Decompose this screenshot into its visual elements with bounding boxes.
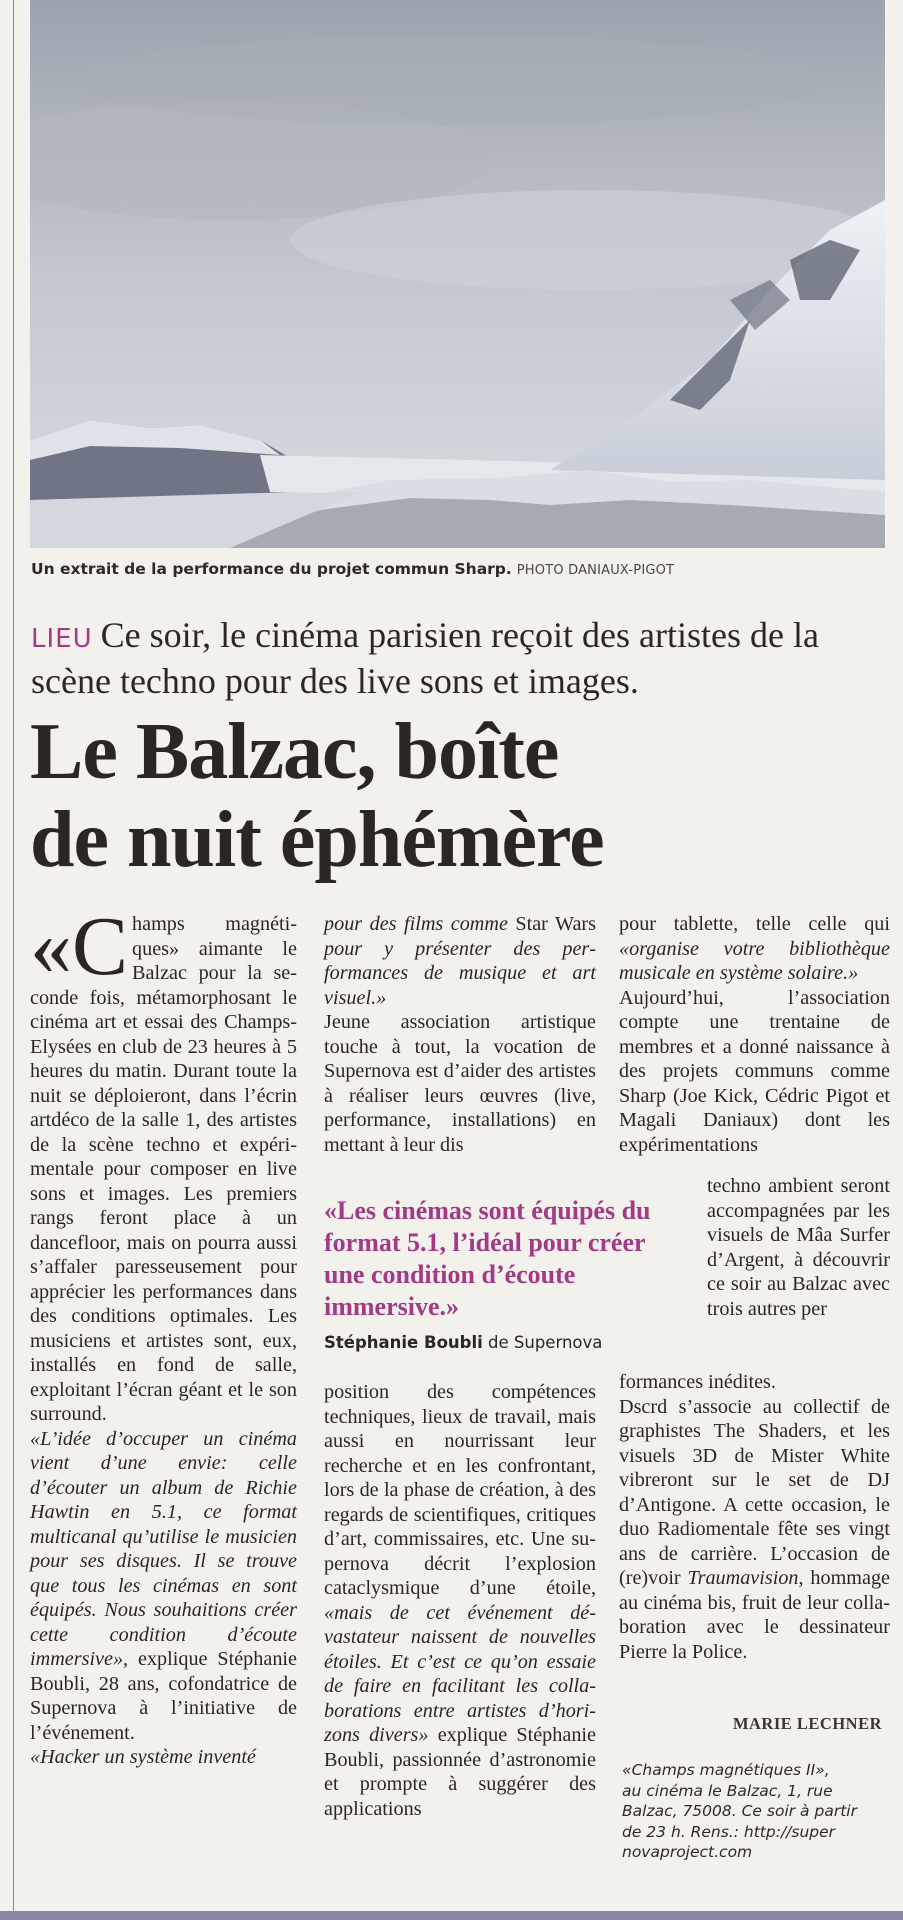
event-info-box xyxy=(622,1760,884,1863)
paragraph xyxy=(30,1427,297,1746)
page-bottom-bar xyxy=(0,1911,903,1920)
paragraph-text: explique Stéphanie Boubli, 28 ans, cofondatrice de Supernova à l’initiative de l’événement. xyxy=(30,1648,297,1744)
paragraph-text: position des compétences techniques, lieux de travail, mais aussi en nourrissant leur recherche et en les confrontant, lors de la phase de création, à des regards de scientifiques, critiques d’art, commissaires, etc. Une supernova décrit l’explosion cataclysmique d’une étoile, xyxy=(324,1381,596,1599)
photo-credit: PHOTO DANIAUX-PIGOT xyxy=(516,563,675,578)
caption-text: Un extrait de la performance du projet commun Sharp. xyxy=(31,560,512,578)
quote-text: pour y présenter des performances de musique et art visuel.» xyxy=(324,937,596,1009)
info-line: Balzac, 75008. Ce soir à partir xyxy=(622,1802,857,1820)
paragraph xyxy=(619,912,890,986)
article-photo xyxy=(30,0,885,548)
pull-quote-name: Stéphanie Boubli xyxy=(324,1333,483,1352)
headline-line-1: Le Balzac, boîte xyxy=(30,708,559,796)
drop-cap-quote: « xyxy=(30,900,72,993)
pull-quote-affiliation: de Supernova xyxy=(488,1333,603,1352)
paragraph xyxy=(324,912,596,1010)
quote-text: pour des films comme xyxy=(324,913,516,935)
info-line: de 23 h. Rens.: http://super xyxy=(622,1822,836,1841)
info-line: novaproject.com xyxy=(622,1843,753,1861)
mountain-landscape-image xyxy=(30,0,885,548)
film-title: Traumavision xyxy=(687,1567,799,1589)
paragraph xyxy=(619,1395,890,1665)
article-column-1 xyxy=(30,900,297,1770)
paragraph-text: , hommage au cinéma bis, fruit de leur collaboration avec le dessinateur Pierre la Police. xyxy=(619,1567,890,1663)
kicker xyxy=(31,614,881,702)
article-column-3-narrow xyxy=(707,1174,890,1321)
drop-cap xyxy=(30,900,129,993)
paragraph xyxy=(30,900,297,1427)
article-column-3-top xyxy=(619,912,890,1157)
quote-text: «organise votre bibliothèque musicale en système solaire.» xyxy=(619,937,890,984)
author-byline: MARIE LECHNER xyxy=(732,1714,882,1733)
headline xyxy=(30,708,890,884)
paragraph xyxy=(324,1380,596,1821)
paragraph-text: Dscrd s’associe au collectif de graphistes The Shaders, et les visuels 3D de Mister White vibreront sur le set de DJ d’Antigone. A cette occasion, le duo Radiomentale fête ses vingt ans de carrière. L’occasion de (re)voir xyxy=(619,1395,890,1589)
info-line: «Champs magnétiques II», xyxy=(622,1761,830,1779)
info-line: au cinéma le Balzac, 1, rue xyxy=(622,1781,833,1800)
paragraph: formances inédites. xyxy=(619,1371,776,1393)
headline-line-2: de nuit éphémère xyxy=(30,796,604,884)
paragraph-text: explique Stéphanie Boubli, passionnée d’astronomie et prompte à suggérer des applications xyxy=(324,1724,596,1820)
quote-text: «Hacker un système inventé xyxy=(30,1746,256,1768)
kicker-text: Ce soir, le cinéma parisien reçoit des artistes de la scène techno pour des live sons et images. xyxy=(31,615,819,701)
film-title: Star Wars xyxy=(515,913,596,935)
quote-text: «L’idée d’occuper un cinéma vient d’une envie: celle d’écouter un album de Richie Hawtin en 5.1, ce format multicanal qu’utilise le musicien pour ses disques. Il se trouve que tous les cinémas en sont équipés. Nous souhaitions créer cette condition d’écoute immersive», xyxy=(30,1427,297,1670)
paragraph: Aujourd’hui, l’association compte une trentaine de membres et a donné naissance à des projets communs comme Sharp (Joe Kick, Cédric Pigot et Magali Daniaux) dont les expérimentations xyxy=(619,986,890,1156)
section-tag: LIEU xyxy=(31,624,93,654)
paragraph: techno ambient seront accompagnées par les visuels de Mâa Surfer d’Argent, à découvrir ce soir au Balzac avec trois autres per xyxy=(707,1175,890,1320)
article-column-2-top xyxy=(324,912,596,1157)
article-column-3-bottom xyxy=(619,1370,890,1664)
pull-quote: «Les cinémas sont équipés du format 5.1, l’idéal pour créer une condition d’écoute immersive.» xyxy=(324,1196,651,1321)
page-edge-rule xyxy=(13,0,14,1920)
quote-text: «mais de cet événement dévastateur naissent de nouvelles étoiles. Et c’est ce qu’on essaie de faire en facilitant les collaborations entre artistes d’horizons divers» xyxy=(324,1601,596,1746)
paragraph: Jeune association artistique touche à tout, la vocation de Supernova est d’aider des artistes à réaliser leurs œuvres (live, performance, installations) en mettant à leur dis xyxy=(324,1011,596,1156)
paragraph-text: pour tablette, telle celle qui xyxy=(619,913,890,935)
paragraph-text: hamps magnétiques» aimante le Balzac pour la seconde fois, métamorphosant le cinéma art et essai des Champs-Elysées en club de 23 heures à 5 heures du matin. Durant toute la nuit se déploieront, dans l’écrin artdéco de la salle 1, des artistes de la scène techno et expérimentale pour composer en live sons et images. Les premiers rangs feront place à un dancefloor, mais on pourra aussi s’affaler paresseusement pour apprécier les performances dans des conditions optimales. Les musiciens et artistes sont, eux, installés en fond de salle, exploitant l’écran géant et le son surround. xyxy=(30,913,297,1425)
paragraph xyxy=(30,1745,297,1770)
drop-cap-letter: C xyxy=(72,900,129,993)
photo-caption xyxy=(31,556,891,582)
article-column-2-bottom xyxy=(324,1380,596,1821)
pull-quote-credit xyxy=(324,1331,684,1355)
